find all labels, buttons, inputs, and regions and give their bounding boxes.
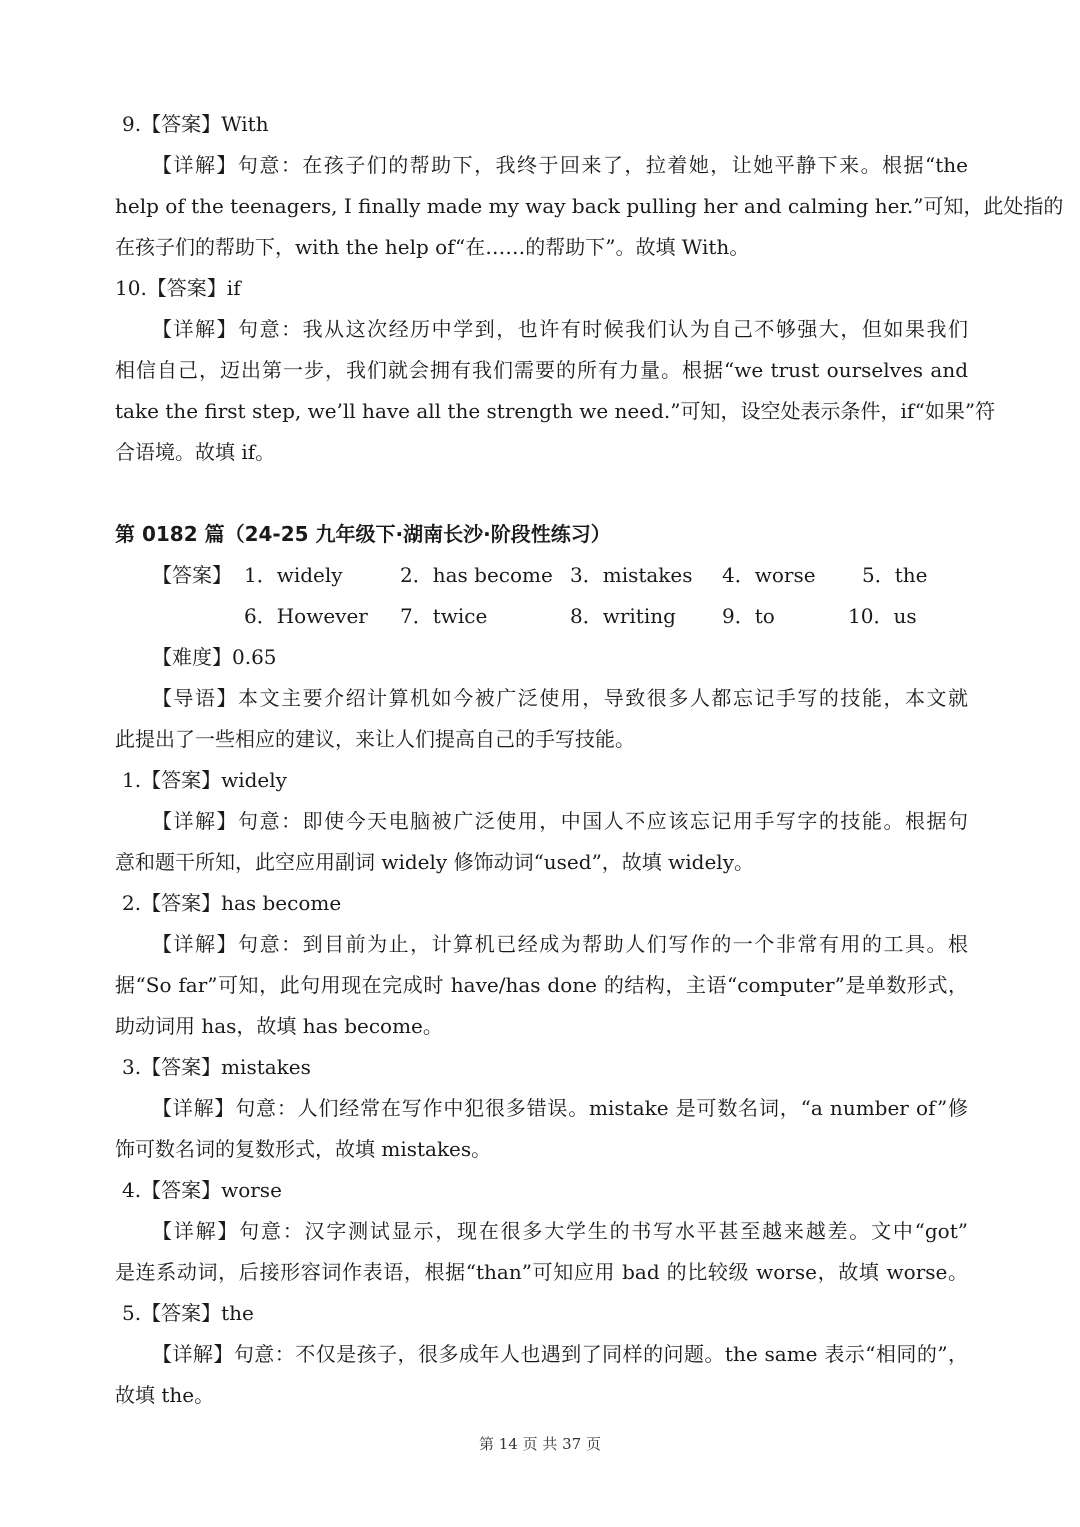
q9-explain-line-1: 【详解】句意：在孩子们的帮助下，我终于回来了，拉着她，让她平静下来。根据“the <box>152 153 968 177</box>
q10-explain-line-2: 相信自己，迈出第一步，我们就会拥有我们需要的所有力量。根据“we trust ourselves and <box>115 358 968 382</box>
item-3-explain-line-2: 饰可数名词的复数形式，故填 mistakes。 <box>115 1137 492 1161</box>
answer-item: 5．the <box>862 563 928 587</box>
answer-item: 1．widely <box>244 563 343 587</box>
q9-explain-line-3: 在孩子们的帮助下，with the help of“在……的帮助下”。故填 With。 <box>115 235 750 259</box>
item-1-explain-line-1: 【详解】句意：即使今天电脑被广泛使用，中国人不应该忘记用手写字的技能。根据句 <box>152 809 968 833</box>
intro-line-1: 【导语】本文主要介绍计算机如今被广泛使用，导致很多人都忘记手写的技能，本文就 <box>152 686 968 710</box>
q9-explain-line-2: help of the teenagers, I finally made my way back pulling her and calming her.”可知，此处指的 <box>115 194 1064 218</box>
answer-item: 9．to <box>722 604 775 628</box>
q10-explain-line-1: 【详解】句意：我从这次经历中学到，也许有时候我们认为自己不够强大，但如果我们 <box>152 317 968 341</box>
answer-item: 2．has become <box>400 563 553 587</box>
item-3-explain-line-1: 【详解】句意：人们经常在写作中犯很多错误。mistake 是可数名词，“a number of”修 <box>152 1096 968 1120</box>
answer-item: 8．writing <box>570 604 676 628</box>
item-3-answer: 3.【答案】mistakes <box>122 1055 311 1079</box>
item-1-answer: 1.【答案】widely <box>122 768 287 792</box>
answer-item: 10．us <box>848 604 917 628</box>
item-4-explain-line-2: 是连系动词，后接形容词作表语，根据“than”可知应用 bad 的比较级 worse，故填 worse。 <box>115 1260 968 1284</box>
q10-explain-line-4: 合语境。故填 if。 <box>115 440 276 464</box>
answer-item: 4．worse <box>722 563 816 587</box>
item-4-explain-line-1: 【详解】句意：汉字测试显示，现在很多大学生的书写水平甚至越来越差。文中“got” <box>152 1219 968 1243</box>
item-2-explain-line-1: 【详解】句意：到目前为止，计算机已经成为帮助人们写作的一个非常有用的工具。根 <box>152 932 968 956</box>
difficulty: 【难度】0.65 <box>152 645 277 669</box>
answer-item: 7．twice <box>400 604 488 628</box>
answer-item: 6．However <box>244 604 368 628</box>
section-heading: 第 0182 篇（24-25 九年级下·湖南长沙·阶段性练习） <box>115 522 611 546</box>
item-2-explain-line-2: 据“So far”可知，此句用现在完成时 have/has done 的结构，主语“computer”是单数形式， <box>115 973 968 997</box>
page-footer: 第 14 页 共 37 页 <box>478 1435 601 1453</box>
item-2-explain-line-3: 助动词用 has，故填 has become。 <box>115 1014 443 1038</box>
item-5-answer: 5.【答案】the <box>122 1301 254 1325</box>
answer-item: 3．mistakes <box>570 563 693 587</box>
q10-explain-line-3: take the first step, we’ll have all the strength we need.”可知，设空处表示条件，if“如果”符 <box>115 399 996 423</box>
item-1-explain-line-2: 意和题干所知，此空应用副词 widely 修饰动词“used”，故填 widely。 <box>115 850 755 874</box>
item-5-explain-line-2: 故填 the。 <box>115 1383 215 1407</box>
intro-line-2: 此提出了一些相应的建议，来让人们提高自己的手写技能。 <box>115 727 635 751</box>
item-5-explain-line-1: 【详解】句意：不仅是孩子，很多成年人也遇到了同样的问题。the same 表示“相同的”， <box>152 1342 968 1366</box>
item-2-answer: 2.【答案】has become <box>122 891 342 915</box>
item-4-answer: 4.【答案】worse <box>122 1178 282 1202</box>
q10-answer: 10.【答案】if <box>115 276 241 300</box>
answer-label: 【答案】 <box>152 563 232 587</box>
q9-answer: 9.【答案】With <box>122 112 269 136</box>
